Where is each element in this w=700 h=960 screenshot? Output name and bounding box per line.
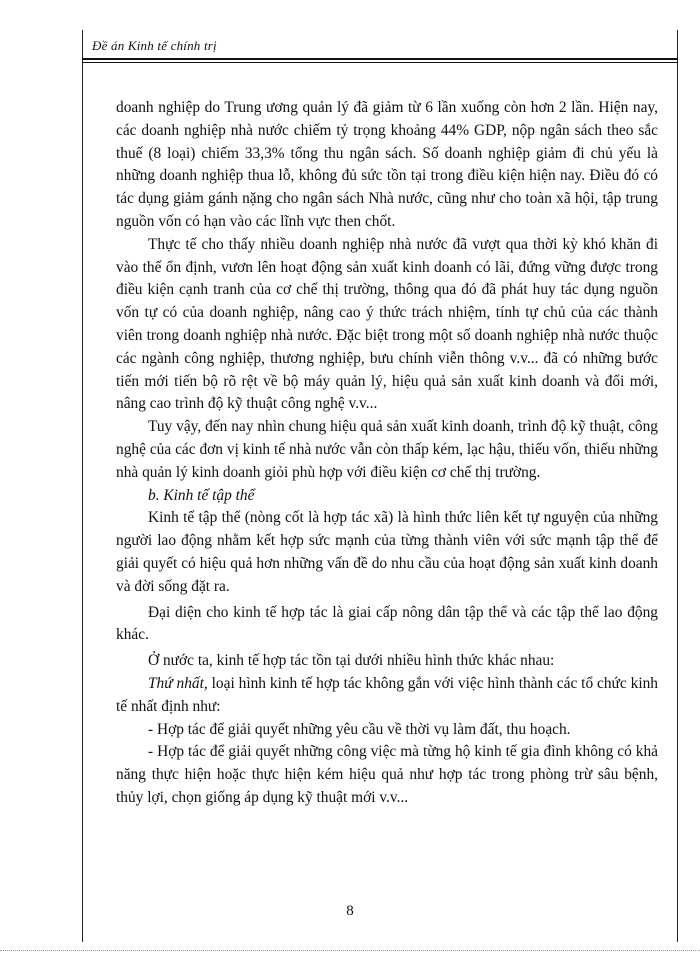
paragraph-3: Tuy vậy, đến nay nhìn chung hiệu quả sản xuất kinh doanh, trình độ kỹ thuật, công nghệ của các đơn vị kinh tế nhà nước vẫn còn thấp kém, lạc hậu, thiếu vốn, thiếu những nhà quản lý kinh doanh giỏi phù hợp với điều kiện cơ chế thị trường. [116,418,658,481]
document-body [116,97,658,810]
paragraph-6: Ở nước ta, kinh tế hợp tác tồn tại dưới nhiều hình thức khác nhau: [148,652,555,670]
paragraph-7-rest: loại hình kinh tế hợp tác không gắn với việc hình thành các tổ chức kinh tế nhất định như: [116,674,658,715]
page-number: 8 [346,903,354,919]
paragraph-7 [116,673,658,719]
page-bottom-rule [0,950,700,951]
paragraph-5: Đại diện cho kinh tế hợp tác là giai cấp nông dân tập thể và các tập thể lao động khác. [116,603,658,644]
paragraph-1: doanh nghiệp do Trung ương quản lý đã giảm từ 6 lần xuống còn hơn 2 lần. Hiện nay, các doanh nghiệp nhà nước chiếm tỷ trọng khoảng 44% GDP, nộp ngân sách theo sắc thuế (8 loại) chiếm 33,3% tổng thu ngân sách. Số doanh nghiệp giảm đi chủ yếu là những doanh nghiệp thua lỗ, không đủ sức tồn tại trong điều kiện hiện nay. Điều đó có tác dụng giảm gánh nặng cho ngân sách Nhà nước, cũng như cho toàn xã hội, tập trung nguồn vốn có hạn vào các lĩnh vực then chốt. [116,99,658,230]
paragraph-2: Thực tế cho thấy nhiều doanh nghiệp nhà nước đã vượt qua thời kỳ khó khăn đi vào thế ổn định, vươn lên hoạt động sản xuất kinh doanh có lãi, đứng vững được trong điều kiện cạnh tranh của cơ chế thị trường, thông qua đó đã phát huy tác dụng nguồn vốn tự có của doanh nghiệp, nâng cao ý thức trách nhiệm, tính tự chủ của các thành viên trong doanh nghiệp nhà nước. Đặc biệt trong một số doanh nghiệp nhà nước thuộc các ngành công nghiệp, thương nghiệp, bưu chính viễn thông v.v... đã có những bước tiến mới tiến bộ rõ rệt về bộ máy quản lý, hiệu quả sản xuất kinh doanh và đổi mới, nâng cao trình độ kỹ thuật công nghệ v.v... [116,235,658,413]
list-item-2: - Hợp tác để giải quyết những công việc mà từng hộ kinh tế gia đình không có khả năng thực hiện hoặc thực hiện kém hiệu quả như hợp tác trong phòng trừ sâu bệnh, thủy lợi, chọn giống áp dụng kỹ thuật mới v.v... [116,743,658,806]
header-rule-thin [82,62,678,63]
paragraph-4: Kinh tế tập thể (nòng cốt là hợp tác xã) là hình thức liên kết tự nguyện của những người lao động nhằm kết hợp sức mạnh của từng thành viên với sức mạnh tập thể để giải quyết có hiệu quả hơn những vấn đề do nhu cầu của hoạt động sản xuất kinh doanh và đời sống đặt ra. [116,509,658,595]
list-item-1: - Hợp tác để giải quyết những yêu cầu về thời vụ làm đất, thu hoạch. [148,720,571,738]
header-rule [82,58,678,60]
page-header-title: Đề án Kinh tế chính trị [92,38,217,53]
section-heading-b: b. Kinh tế tập thể [148,486,255,504]
paragraph-7-lead: Thứ nhất, [148,674,208,692]
